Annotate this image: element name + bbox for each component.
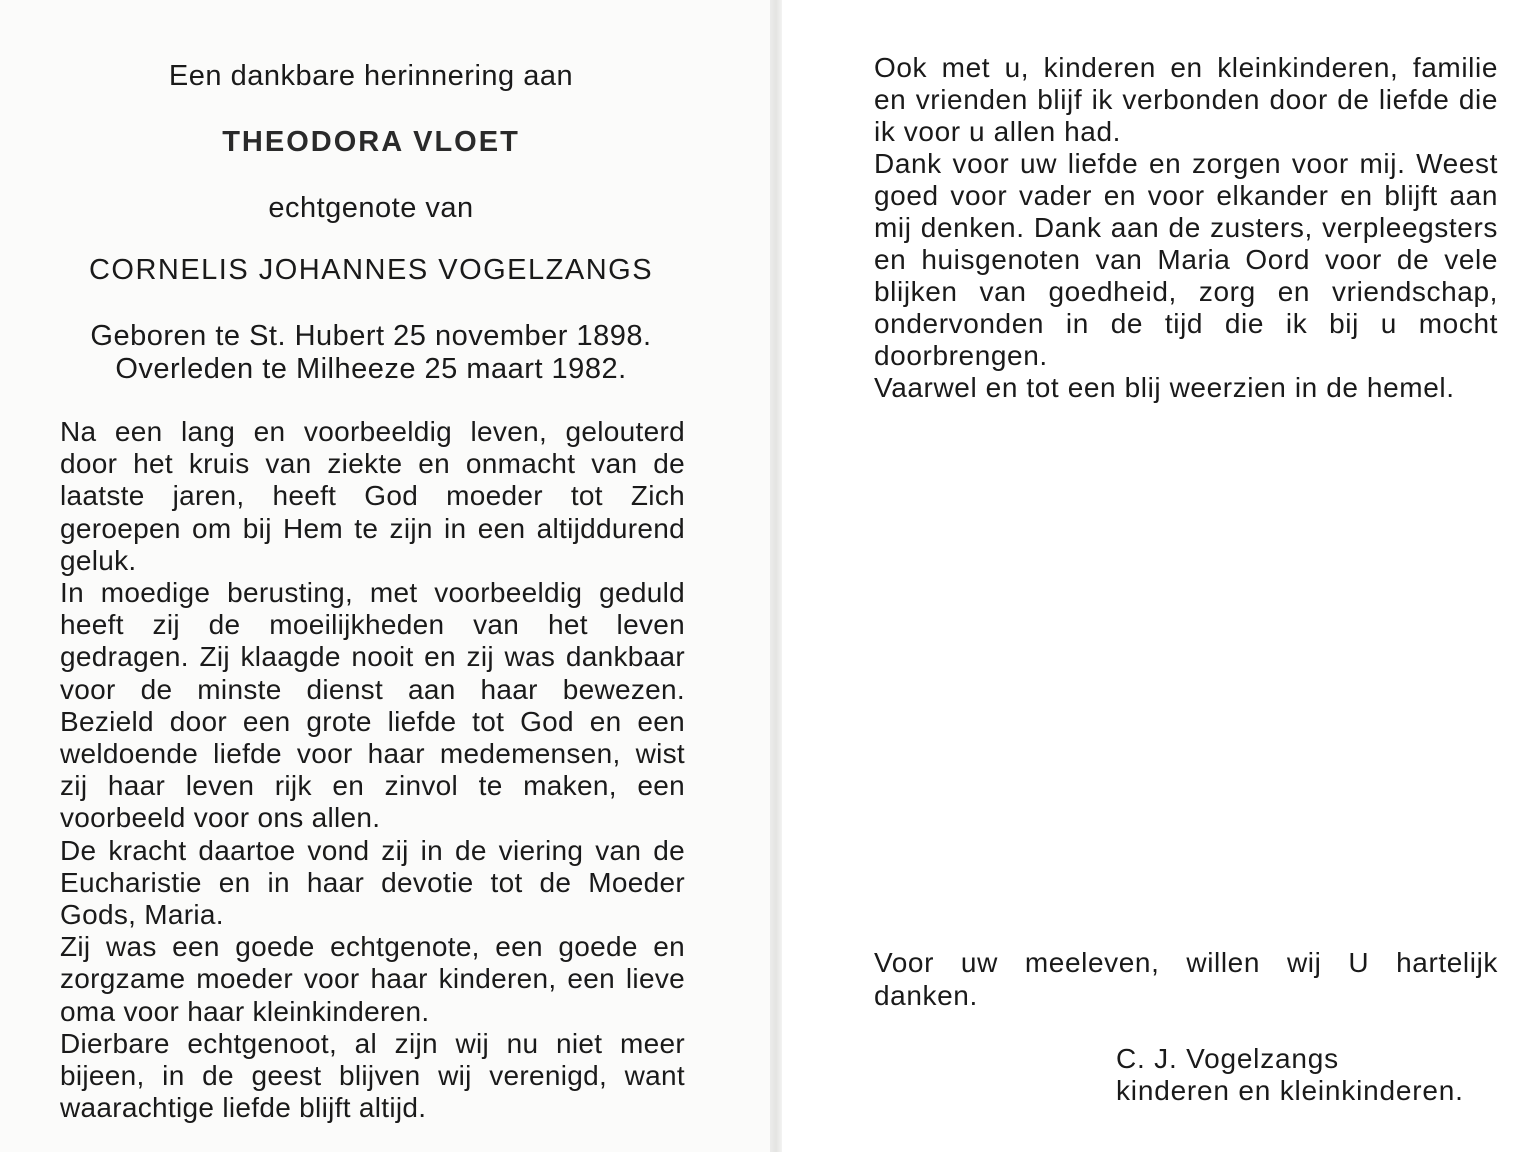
spouse-name: CORNELIS JOHANNES VOGELZANGS xyxy=(88,254,654,286)
card-fold xyxy=(770,0,782,1152)
signature-family: kinderen en kleinkinderen. xyxy=(1116,1075,1464,1106)
tribute-paragraph: In moedige berusting, met voorbeeldig geduld heeft zij de moeilijkheden van het leven gedragen. Zij klaagde nooit en zij was dankbaar voor de minste dienst aan haar bewezen. Bezield door een grote liefde tot God en een weldoende liefde voor haar medemensen, wist zij haar leven rijk en zinvol te maken, een voorbeeld voor ons allen. xyxy=(60,577,685,834)
farewell-paragraph: Ook met u, kinderen en kleinkinderen, familie en vrienden blijf ik verbonden door de liefde die ik voor u allen had. xyxy=(874,52,1498,147)
tribute-paragraph: Dierbare echtgenoot, al zijn wij nu niet meer bijeen, in de geest blijven wij verenigd, want waarachtige liefde blijft altijd. xyxy=(60,1027,685,1124)
farewell-text xyxy=(874,52,1498,404)
tribute-text xyxy=(60,416,685,1124)
tribute-paragraph: Zij was een goede echtgenote, een goede en zorgzame moeder voor haar kinderen, een lieve oma voor haar kleinkinderen. xyxy=(60,931,685,1027)
tribute-paragraph: Na een lang en voorbeeldig leven, gelouterd door het kruis van ziekte en onmacht van de laatste jaren, heeft God moeder tot Zich geroepen om bij Hem te zijn in een altijddurend geluk. xyxy=(60,416,685,576)
deceased-name: THEODORA VLOET xyxy=(222,126,520,158)
tribute-paragraph: De kracht daartoe vond zij in de viering van de Eucharistie en in haar devotie tot de Moeder Gods, Maria. xyxy=(60,834,685,931)
farewell-paragraph: Vaarwel en tot een blij weerzien in de hemel. xyxy=(874,372,1455,403)
intro-line: Een dankbare herinnering aan xyxy=(168,60,574,92)
thanks-note: Voor uw meeleven, willen wij U hartelijk danken. xyxy=(874,947,1498,1011)
spouse-label: echtgenote van xyxy=(268,192,474,224)
right-page xyxy=(782,0,1540,1152)
birth-line: Geboren te St. Hubert 25 november 1898. xyxy=(90,320,652,352)
signature-block xyxy=(1116,1043,1464,1107)
death-line: Overleden te Milheeze 25 maart 1982. xyxy=(115,353,627,385)
farewell-paragraph: Dank voor uw liefde en zorgen voor mij. Weest goed voor vader en voor elkander en blijft aan mij denken. Dank aan de zusters, verpleegsters en huisgenoten van Maria Oord voor de vele blijken van goedheid, zorg en vriendschap, ondervonden in de tijd die ik bij u mocht doorbrengen. xyxy=(874,148,1498,371)
signature-name: C. J. Vogelzangs xyxy=(1116,1043,1339,1074)
life-dates xyxy=(0,320,742,386)
